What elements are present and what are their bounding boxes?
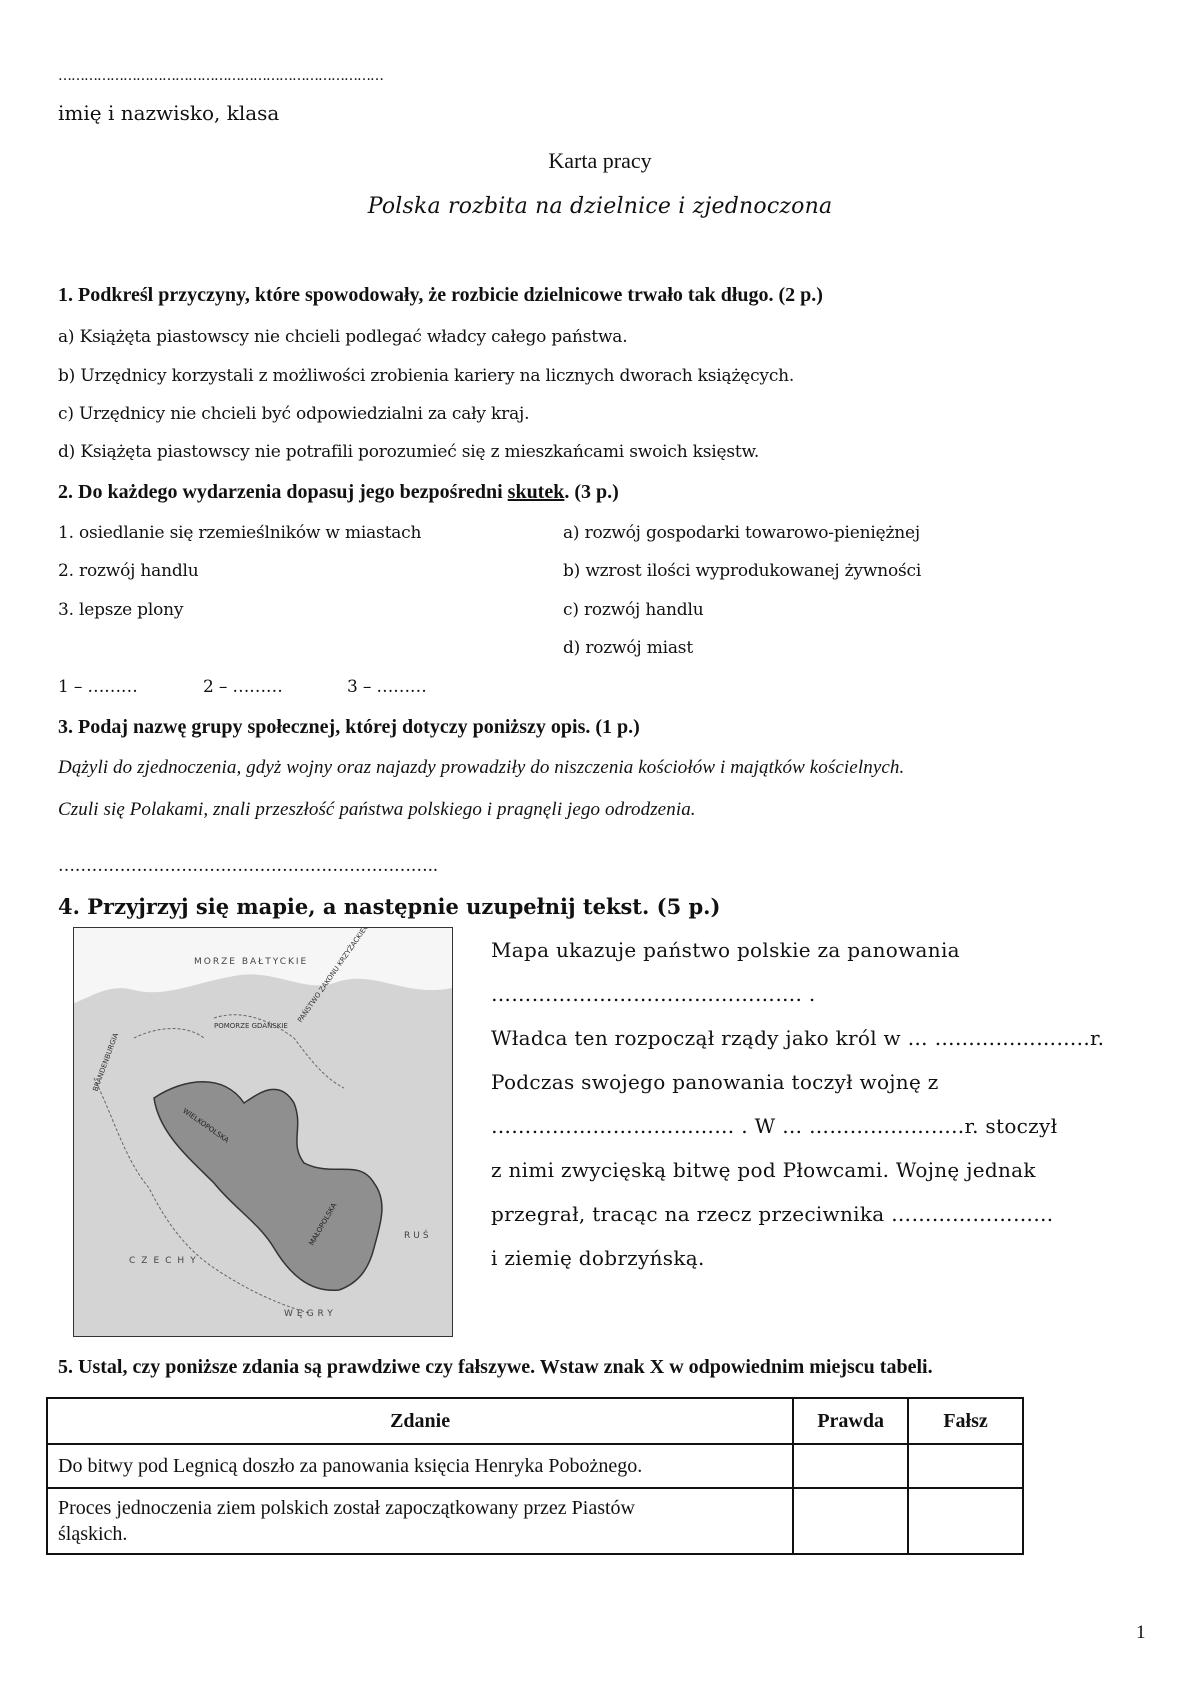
q2-effect-a: a) rozwój gospodarki towarowo-pieniężnej	[563, 523, 920, 543]
page-number: 1	[1136, 1622, 1146, 1643]
q4-line-5[interactable]: ……………………………… . W … …………………..r. stoczył	[491, 1114, 1058, 1138]
map-label-brandenburg: BRANDENBURGIA	[91, 1031, 121, 1093]
statement-2	[47, 1488, 793, 1554]
q4-line-7[interactable]: przegrał, tracąc na rzecz przeciwnika ……………………	[491, 1202, 1054, 1226]
false-cell-1[interactable]	[908, 1444, 1023, 1488]
true-false-table	[46, 1397, 1024, 1555]
q4-line-8: i ziemię dobrzyńską.	[491, 1246, 705, 1270]
map-label-sea: MORZE BAŁTYCKIE	[194, 957, 309, 967]
q2-event-1: 1. osiedlanie się rzemieślników w miastach	[58, 523, 422, 543]
q4-line-2[interactable]: ………………………………………. .	[491, 982, 816, 1006]
q2-effect-c: c) rozwój handlu	[563, 600, 704, 620]
name-line[interactable]: …………………………………………………………………	[58, 68, 383, 84]
q1-option-d[interactable]: d) Książęta piastowscy nie potrafili porozumieć się z mieszkańcami swoich księstw.	[58, 442, 760, 462]
map-label-order: PAŃSTWO ZAKONU KRZYŻACKIEGO	[296, 928, 374, 1025]
q5-heading: 5. Ustal, czy poniższe zdania są prawdziwe czy fałszywe. Wstaw znak X w odpowiednim miejscu tabeli.	[58, 1356, 933, 1378]
q2-answer-3[interactable]: 3 – ………	[347, 677, 427, 697]
q3-quote-line2: Czuli się Polakami, znali przeszłość państwa polskiego i pragnęli jego odrodzenia.	[58, 799, 696, 820]
q3-heading: 3. Podaj nazwę grupy społecznej, której dotyczy poniższy opis. (1 p.)	[58, 716, 640, 738]
q2-event-3: 3. lepsze plony	[58, 600, 184, 620]
map-svg	[74, 928, 452, 1336]
q3-answer-line[interactable]: …………………………………………………………..	[58, 856, 439, 876]
col-true: Prawda	[793, 1398, 908, 1444]
q2-effect-b: b) wzrost ilości wyprodukowanej żywności	[563, 561, 922, 581]
page-title: Karta pracy	[548, 148, 652, 173]
q4-line-6: z nimi zwycięską bitwę pod Płowcami. Wojnę jednak	[491, 1158, 1036, 1182]
q2-answer-1[interactable]: 1 – ………	[58, 677, 138, 697]
table-row	[47, 1444, 1023, 1488]
q4-line-1: Mapa ukazuje państwo polskie za panowania	[491, 938, 960, 962]
q2-event-2: 2. rozwój handlu	[58, 561, 199, 581]
q3-quote-line1: Dążyli do zjednoczenia, gdyż wojny oraz najazdy prowadziły do niszczenia kościołów i majątków kościelnych.	[58, 757, 905, 778]
q1-option-c[interactable]: c) Urzędnicy nie chcieli być odpowiedzialni za cały kraj.	[58, 404, 530, 424]
q1-option-a[interactable]: a) Książęta piastowscy nie chcieli podlegać władcy całego państwa.	[58, 327, 628, 347]
col-statement: Zdanie	[47, 1398, 793, 1444]
table-header-row	[47, 1398, 1023, 1444]
true-cell-1[interactable]	[793, 1444, 908, 1488]
q2-heading-pre: 2. Do każdego wydarzenia dopasuj jego bezpośredni	[58, 481, 508, 503]
map-label-pomorze: POMORZE GDAŃSKIE	[214, 1022, 288, 1030]
statement-2-line2: śląskich.	[58, 1523, 128, 1545]
statement-1: Do bitwy pod Legnicą doszło za panowania księcia Henryka Pobożnego.	[47, 1444, 793, 1488]
false-cell-2[interactable]	[908, 1488, 1023, 1554]
q1-heading: 1. Podkreśl przyczyny, które spowodowały, że rozbicie dzielnicowe trwało tak długo. (2 p.)	[58, 284, 823, 306]
map-label-czechy: CZECHY	[129, 1256, 202, 1266]
true-cell-2[interactable]	[793, 1488, 908, 1554]
q2-heading-post: . (3 p.)	[564, 481, 619, 503]
q4-line-4: Podczas swojego panowania toczył wojnę z	[491, 1070, 939, 1094]
q1-option-b[interactable]: b) Urzędnicy korzystali z możliwości zrobienia kariery na licznych dworach książęcych.	[58, 366, 795, 386]
map-label-rus: RUŚ	[404, 1231, 432, 1241]
map-label-malopolska: MAŁOPOLSKA	[307, 1201, 339, 1247]
map-label-wegry: WĘGRY	[284, 1309, 337, 1319]
q4-heading: 4. Przyjrzyj się mapie, a następnie uzupełnij tekst. (5 p.)	[58, 894, 721, 919]
q2-heading-underlined: skutek	[507, 481, 565, 503]
historical-map	[73, 927, 453, 1337]
q4-line-3[interactable]: Władca ten rozpoczął rządy jako król w … …………………..r.	[491, 1026, 1105, 1050]
col-false: Fałsz	[908, 1398, 1023, 1444]
statement-2-line1: Proces jednoczenia ziem polskich został zapoczątkowany przez Piastów	[58, 1497, 636, 1519]
name-label: imię i nazwisko, klasa	[58, 101, 280, 125]
table-row	[47, 1488, 1023, 1554]
q2-effect-d: d) rozwój miast	[563, 638, 693, 658]
q2-answer-2[interactable]: 2 – ………	[203, 677, 283, 697]
map-label-wielkopolska: WIELKOPOLSKA	[181, 1106, 231, 1145]
page-subtitle: Polska rozbita na dzielnice i zjednoczona	[367, 194, 833, 219]
